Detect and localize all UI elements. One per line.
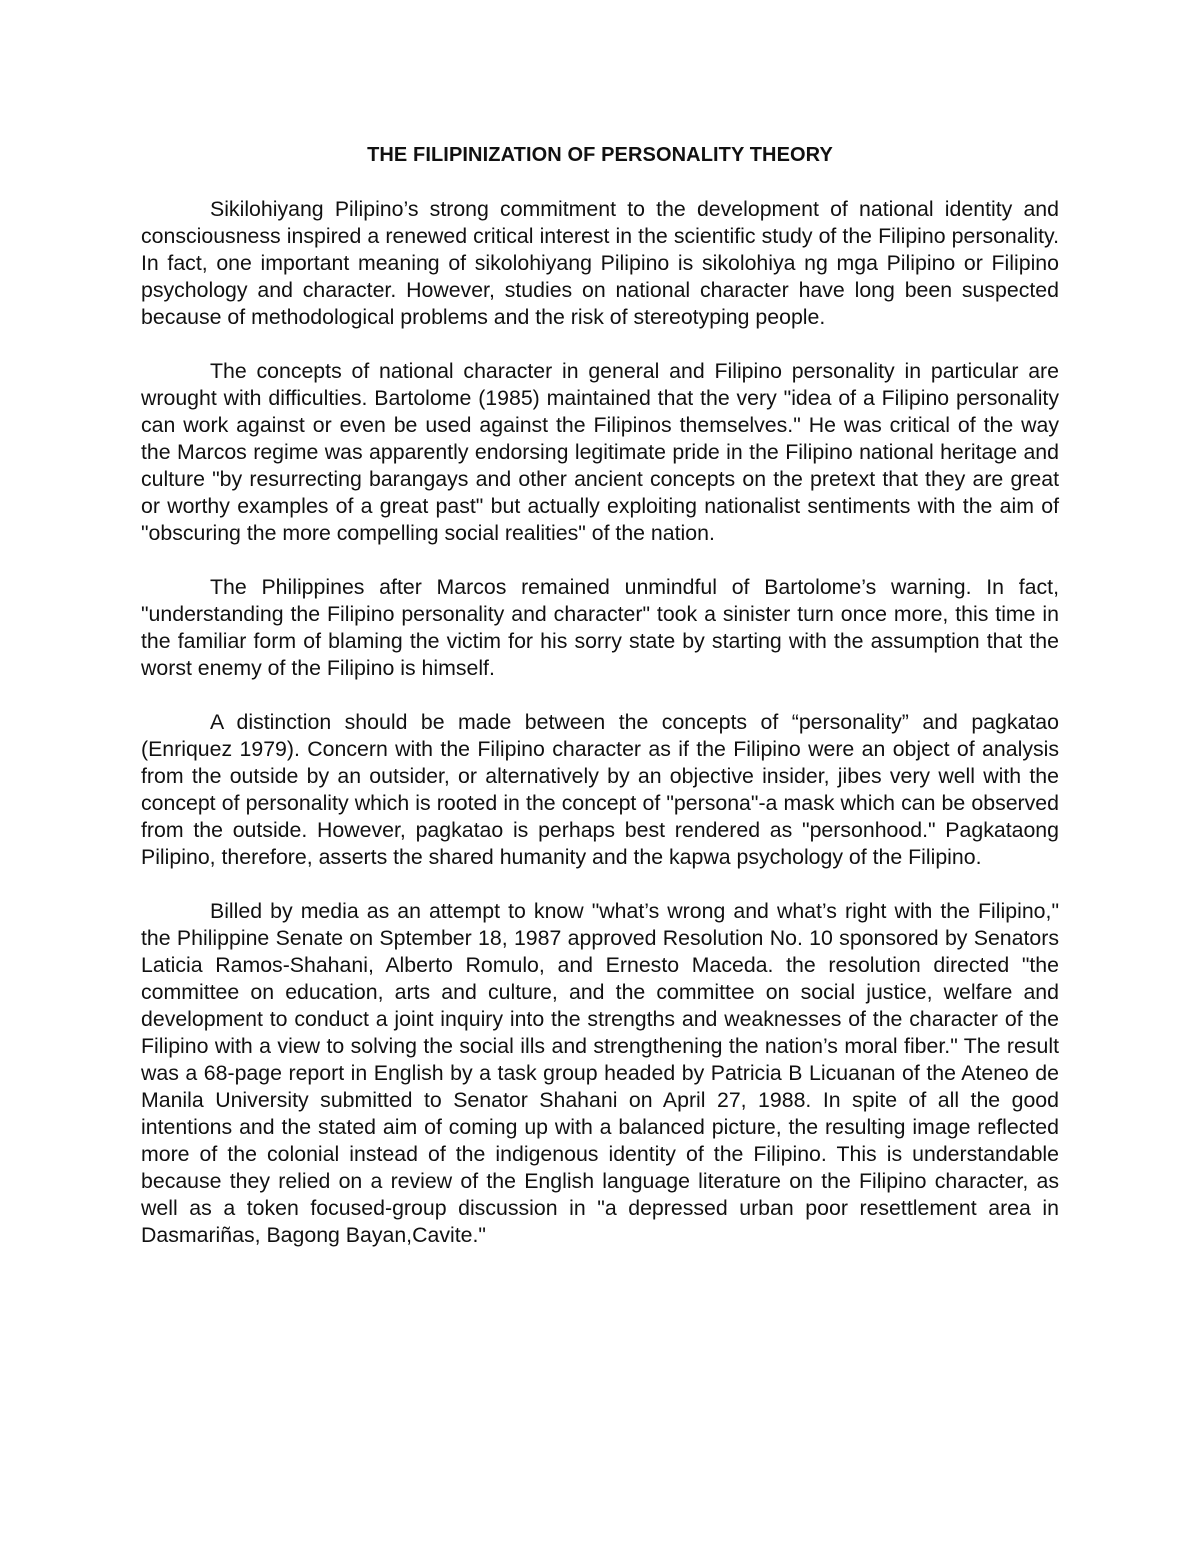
paragraph-4: A distinction should be made between the concepts of “personality” and pagkatao (Enriquez 1979). Concern with the Filipino character as if the Filipino were an object of analysis from the outside by an outsider, or alternatively by an objective insider, jibes very well with the concept of personality which is rooted in the concept of "persona"-a mask which can be observed from the outside. However, pagkatao is perhaps best rendered as "personhood." Pagkataong Pilipino, therefore, asserts the shared humanity and the kapwa psychology of the Filipino.: [141, 710, 1059, 869]
page-title: THE FILIPINIZATION OF PERSONALITY THEORY: [367, 144, 833, 166]
document-body: [141, 196, 1059, 1276]
paragraph-3: The Philippines after Marcos remained unmindful of Bartolome’s warning. In fact, "understanding the Filipino personality and character" took a sinister turn once more, this time in the familiar form of blaming the victim for his sorry state by starting with the assumption that the worst enemy of the Filipino is himself.: [141, 575, 1059, 680]
paragraph-5: Billed by media as an attempt to know "what’s wrong and what’s right with the Filipino," the Philippine Senate on Sptember 18, 1987 approved Resolution No. 10 sponsored by Senators Laticia Ramos-Shahani, Alberto Romulo, and Ernesto Maceda. the resolution directed "the committee on education, arts and culture, and the committee on social justice, welfare and development to conduct a joint inquiry into the strengths and weaknesses of the character of the Filipino with a view to solving the social ills and strengthening the nation’s moral fiber." The result was a 68-page report in English by a task group headed by Patricia B Licuanan of the Ateneo de Manila University submitted to Senator Shahani on April 27, 1988. In spite of all the good intentions and the stated aim of coming up with a balanced picture, the resulting image reflected more of the colonial instead of the indigenous identity of the Filipino. This is understandable because they relied on a review of the English language literature on the Filipino character, as well as a token focused-group discussion in "a depressed urban poor resettlement area in Dasmariñas, Bagong Bayan,Cavite.": [141, 899, 1059, 1247]
paragraph-1: Sikilohiyang Pilipino’s strong commitment to the development of national identity and consciousness inspired a renewed critical interest in the scientific study of the Filipino personality. In fact, one important meaning of sikolohiyang Pilipino is sikolohiya ng mga Pilipino or Filipino psychology and character. However, studies on national character have long been suspected because of methodological problems and the risk of stereotyping people.: [141, 197, 1059, 329]
paragraph-2: The concepts of national character in general and Filipino personality in particular are wrought with difficulties. Bartolome (1985) maintained that the very "idea of a Filipino personality can work against or even be used against the Filipinos themselves." He was critical of the way the Marcos regime was apparently endorsing legitimate pride in the Filipino national heritage and culture "by resurrecting barangays and other ancient concepts on the pretext that they are great or worthy examples of a great past" but actually exploiting nationalist sentiments with the aim of "obscuring the more compelling social realities" of the nation.: [141, 359, 1059, 545]
